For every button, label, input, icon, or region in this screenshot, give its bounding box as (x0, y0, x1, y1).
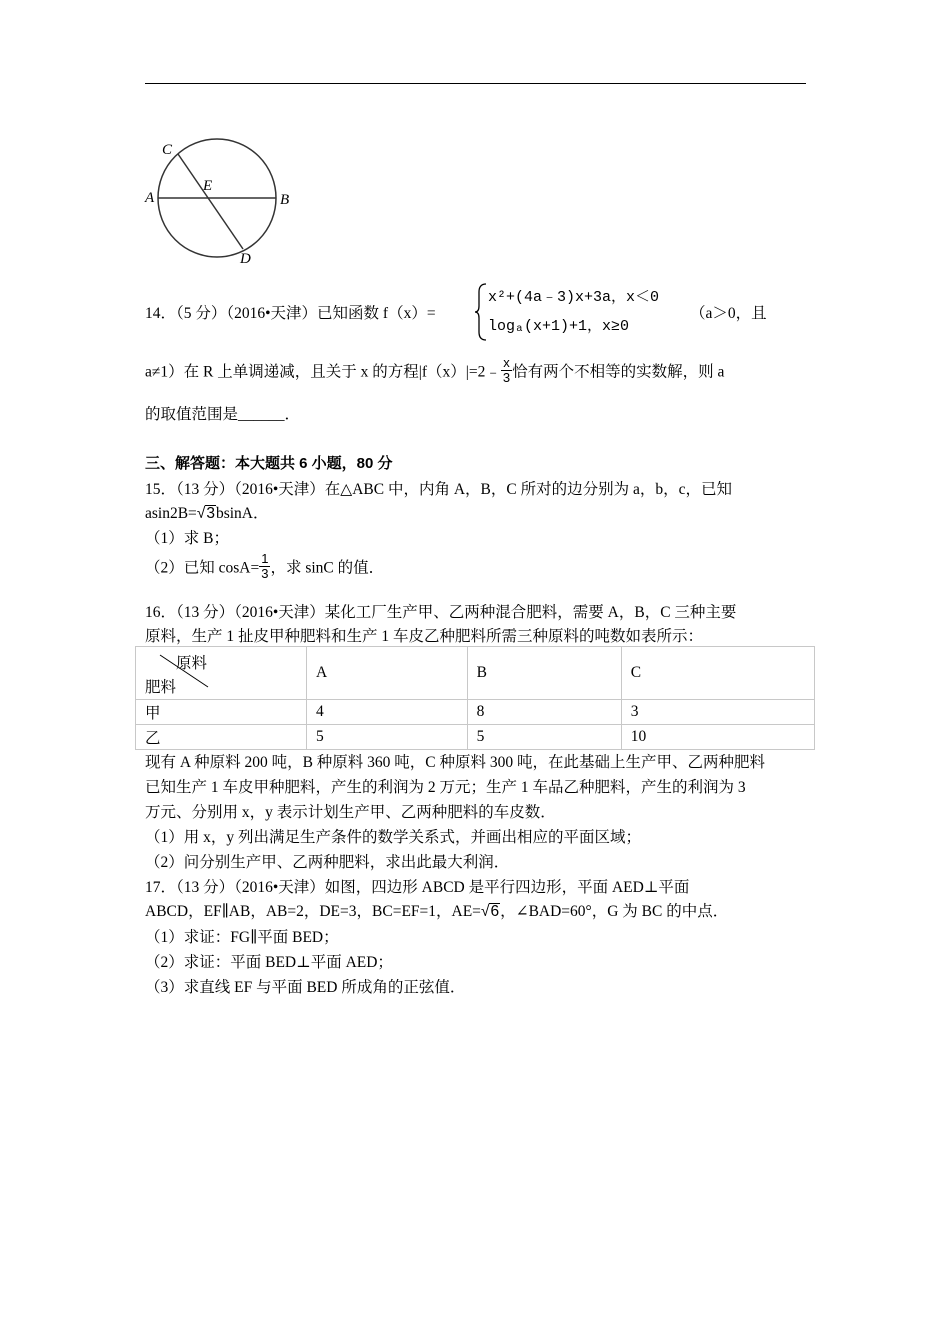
sqrt-sign: √ (480, 903, 490, 920)
table-corner-cell (136, 647, 307, 700)
q16-part2: （2）问分别生产甲、乙两种肥料，求出此最大利润． (145, 854, 510, 871)
q15-line2a: asin2B= (145, 505, 197, 522)
q14-frac-num: x (501, 356, 512, 371)
q15-line2 (145, 501, 269, 523)
q15-frac-num: 1 (261, 551, 269, 566)
corner-top-label: 原料 (176, 655, 208, 672)
label-b: B (280, 192, 290, 208)
chord-cd (178, 154, 243, 249)
q14-fraction (501, 356, 512, 385)
q16-line4: 已知生产 1 车皮甲种肥料，产生的利润为 2 万元；生产 1 车品乙种肥料，产生的利润为 3 (145, 779, 746, 796)
q16-line2: 原料，生产 1 扯皮甲种肥料和生产 1 车皮乙种肥料所需三种原料的吨数如表所示： (145, 628, 704, 645)
q16-line1: 16．（13 分）（2016•天津）某化工厂生产甲、乙两种混合肥料，需要 A，B，C 三种主要 (145, 604, 737, 621)
q15-part2b: ，求 sinC 的值． (270, 559, 385, 577)
q17-sqrt: 6 (490, 903, 500, 920)
q15-line2b: bsinA． (215, 505, 269, 522)
row-name: 甲 (136, 700, 307, 725)
q14-line2a: a≠1）在 R 上单调递减，且关于 x 的方程|f（x）|=2﹣ (145, 363, 501, 381)
section-3-title: 三、解答题：本大题共 6 小题，80 分 (145, 455, 393, 472)
cell-a: 4 (307, 700, 468, 725)
q15-part2 (145, 552, 384, 581)
sqrt-sign: √ (196, 505, 206, 522)
corner-bottom-label: 肥料 (145, 679, 177, 696)
piecewise-brace (474, 282, 488, 342)
q16-part1: （1）用 x，y 列出满足生产条件的数学关系式，并画出相应的平面区域； (145, 829, 642, 846)
cell-a: 5 (307, 725, 468, 750)
label-a: A (145, 190, 155, 206)
q16-line3: 现有 A 种原料 200 吨，B 种原料 360 吨，C 种原料 300 吨，在此基础上生产甲、乙两种肥料 (145, 754, 766, 771)
q17-line2a: ABCD，EF∥AB，AB=2，DE=3，BC=EF=1，AE= (145, 903, 481, 920)
label-e: E (203, 178, 213, 194)
q17-line2 (145, 899, 728, 921)
q15-fraction (259, 552, 270, 581)
q17-line1: 17．（13 分）（2016•天津）如图，四边形 ABCD 是平行四边形，平面 AED⊥平面 (145, 879, 690, 896)
table-header-c: C (621, 647, 814, 700)
label-d: D (240, 251, 251, 266)
q15-part1: （1）求 B； (145, 530, 229, 547)
table-header-row (136, 647, 815, 700)
q17-part3: （3）求直线 EF 与平面 BED 所成角的正弦值． (145, 979, 466, 996)
q15-frac-den: 3 (261, 566, 269, 581)
q14-line2 (145, 356, 724, 385)
table-header-b: B (467, 647, 621, 700)
q15-line1: 15．（13 分）（2016•天津）在△ABC 中，内角 A，B，C 所对的边分别为 a，b，c，已知 (145, 481, 732, 498)
circle-figure (140, 138, 300, 266)
cell-b: 5 (467, 725, 621, 750)
table-row (136, 725, 815, 750)
label-c: C (162, 142, 173, 158)
q14-frac-den: 3 (502, 370, 511, 385)
header-rule (145, 83, 806, 84)
q14-case1: x²+(4a﹣3)x+3a，x＜0 (488, 289, 660, 306)
row-name: 乙 (136, 725, 307, 750)
q17-part2: （2）求证：平面 BED⊥平面 AED； (145, 954, 393, 971)
table-row (136, 700, 815, 725)
q17-line2b: ，∠BAD=60°，G 为 BC 的中点． (500, 903, 729, 920)
q14-case2: logₐ(x+1)+1，x≥0 (488, 318, 630, 335)
q15-sqrt: 3 (206, 505, 215, 522)
q17-part1: （1）求证：FG∥平面 BED； (145, 929, 339, 946)
q14-line2b: 恰有两个不相等的实数解，则 a (512, 363, 725, 381)
cell-c: 3 (621, 700, 814, 725)
q14-line3: 的取值范围是______． (145, 406, 301, 423)
cell-b: 8 (467, 700, 621, 725)
materials-table (135, 646, 815, 750)
q14-suffix: （a＞0，且 (690, 305, 767, 322)
q15-part2a: （2）已知 cosA= (145, 559, 260, 577)
table-header-a: A (307, 647, 468, 700)
q14-prefix: 14．（5 分）（2016•天津）已知函数 f（x）= (145, 305, 436, 322)
q16-line5: 万元、分别用 x，y 表示计划生产甲、乙两种肥料的车皮数． (145, 804, 556, 821)
cell-c: 10 (621, 725, 814, 750)
